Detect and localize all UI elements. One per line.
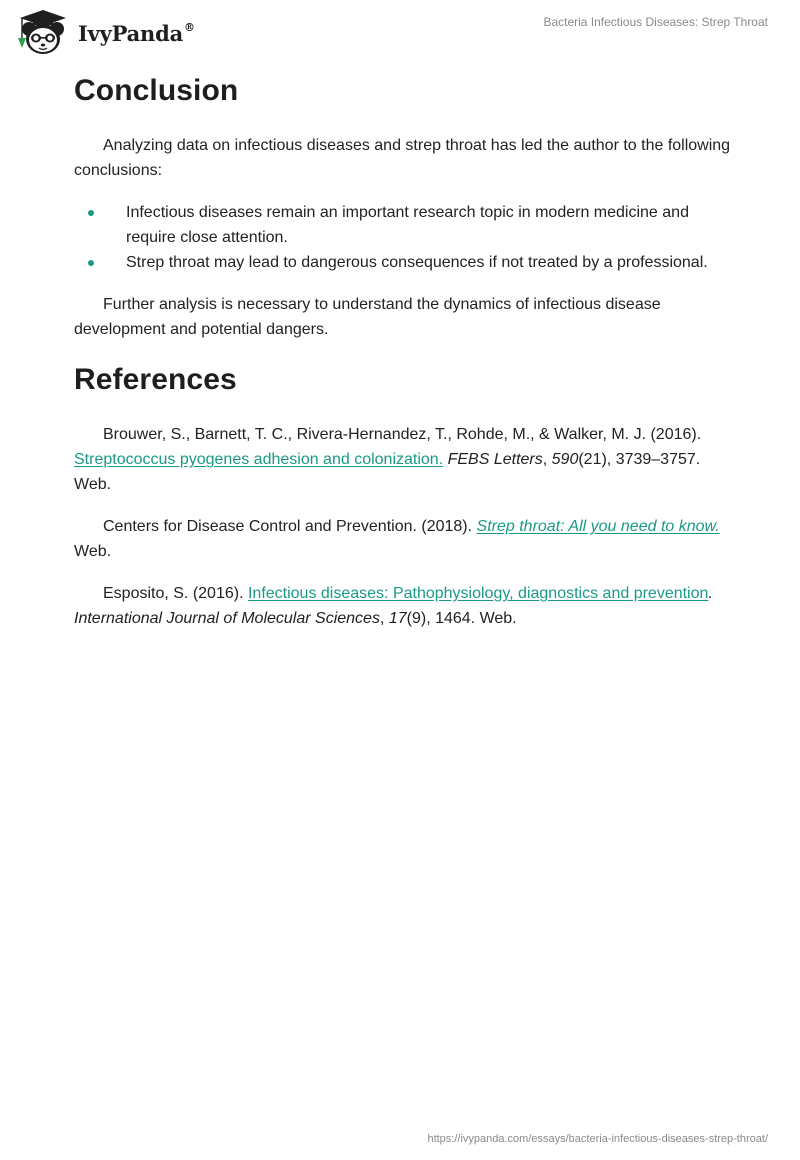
list-item [74, 250, 734, 275]
reference-item: Centers for Disease Control and Prevention. (2018). Strep throat: All you need to know. Web. [74, 518, 720, 560]
list-item-text: Strep throat may lead to dangerous consequences if not treated by a professional. [126, 254, 708, 271]
list-item-text: Infectious diseases remain an important research topic in modern medicine and require close attention. [126, 204, 689, 246]
conclusion-further: Further analysis is necessary to understand the dynamics of infectious disease development and potential dangers. [74, 296, 661, 338]
brand-name: IvyPanda® [78, 20, 195, 46]
journal-title: International Journal of Molecular Sciences [74, 610, 380, 627]
running-title: Bacteria Infectious Diseases: Strep Throat [543, 15, 768, 29]
list-item [74, 200, 734, 250]
registered-mark: ® [184, 20, 195, 34]
reference-link[interactable]: Streptococcus pyogenes adhesion and colonization. [74, 451, 444, 468]
conclusion-intro: Analyzing data on infectious diseases and strep throat has led the author to the following conclusions: [74, 137, 731, 179]
conclusion-heading: Conclusion [74, 74, 239, 107]
bullet-dot-icon [88, 260, 94, 266]
essay-content [74, 70, 734, 631]
journal-volume: 17 [388, 610, 407, 627]
reference-item: Brouwer, S., Barnett, T. C., Rivera-Hernandez, T., Rohde, M., & Walker, M. J. (2016). Streptococcus pyogenes adhesion and colonization. FEBS Letters, 590(21), 3739–3757. Web. [74, 426, 702, 493]
references-heading: References [74, 363, 237, 396]
bullet-dot-icon [88, 210, 94, 216]
logo[interactable] [14, 8, 195, 56]
panda-graduate-icon [14, 8, 72, 56]
journal-title: FEBS Letters [447, 451, 543, 468]
reference-item: Esposito, S. (2016). Infectious diseases: Pathophysiology, diagnostics and prevention. International Journal of Molecular Sciences, 17(9), 1464. Web. [74, 585, 713, 627]
conclusion-list [74, 200, 734, 275]
page-footer-url: https://ivypanda.com/essays/bacteria-infectious-diseases-strep-throat/ [427, 1133, 768, 1145]
reference-link[interactable]: Infectious diseases: Pathophysiology, diagnostics and prevention [247, 585, 709, 602]
journal-volume: 590 [551, 451, 579, 468]
reference-link[interactable]: Strep throat: All you need to know. [476, 518, 720, 535]
page-header [0, 0, 800, 64]
